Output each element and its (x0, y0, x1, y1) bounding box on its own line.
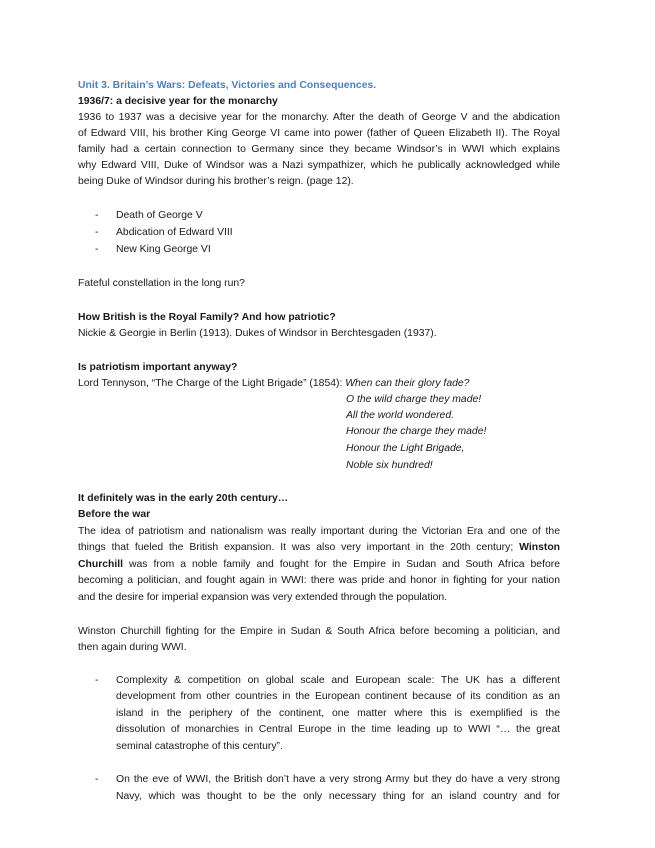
list-item-line: dissolution of monarchies in Central Europe in the time leading up to WWI “… the great (116, 724, 560, 735)
list-item-line: island in the periphery of the continent, one matter where this is exemplified is the (116, 708, 560, 719)
paragraph-line: Nickie & Georgie in Berlin (1913). Dukes of Windsor in Berchtesgaden (1937). (78, 328, 437, 339)
list-item-line: seminal catastrophe of this century”. (116, 741, 283, 752)
list-item-line: On the eve of WWI, the British don’t have a very strong Army but they do have a very strong (116, 774, 560, 785)
poem-line: Honour the charge they made! (346, 426, 487, 437)
poem-line: Noble six hundred! (346, 460, 433, 471)
paragraph-line (78, 557, 560, 573)
paragraph-line: becoming a politician, and fought again in WWI: there was pride and honor in fighting for your nation (78, 575, 560, 586)
paragraph-line: of Edward VIII, his brother King George VI came into power (father of Queen Elizabeth II). The Royal (78, 128, 560, 139)
paragraph-line: Winston Churchill fighting for the Empire in Sudan & South Africa before becoming a politician, and (78, 626, 560, 637)
paragraph-line: being Duke of Windsor during his brother’s reign. (page 12). (78, 176, 354, 187)
section-heading-royal-family: How British is the Royal Family? And how patriotic? (78, 312, 336, 323)
paragraph-line (78, 540, 560, 556)
paragraph-text: things that fueled the British expansion. It was also very important in the 20th century; (78, 542, 514, 553)
paragraph-line: and the desire for imperial expansion was very extended through the population. (78, 592, 448, 603)
paragraph-line: why Edward VIII, Duke of Windsor was a Nazi sympathizer, which he publically acknowledged while (78, 160, 560, 171)
paragraph-line: The idea of patriotism and nationalism was really important during the Victorian Era and one of the (78, 526, 560, 537)
bold-name: Winston (519, 542, 561, 553)
paragraph-line: then again during WWI. (78, 642, 187, 653)
list-item-line: development from other countries in the European continent because of its condition as an (116, 691, 560, 702)
poem-attribution-line (78, 376, 469, 392)
paragraph-line: family had a certain connection to Germany since they became Windsor’s in WWI which explains (78, 144, 560, 155)
subheading-before-war: Before the war (78, 509, 151, 520)
list-item-line: Complexity & competition on global scale and European scale: The UK has a different (116, 675, 560, 686)
unit-title: Unit 3. Britain’s Wars: Defeats, Victories and Consequences. (78, 80, 377, 91)
poem-line: When can their glory fade? (345, 378, 470, 389)
paragraph-line: 1936 to 1937 was a decisive year for the monarchy. After the death of George V and the abdication (78, 112, 560, 123)
bullet-marker: - (95, 675, 99, 686)
section-heading-patriotism: Is patriotism important anyway? (78, 362, 238, 373)
paragraph-text: was from a noble family and fought for the Empire in Sudan and South Africa before (129, 559, 560, 570)
section-heading-monarchy: 1936/7: a decisive year for the monarchy (78, 96, 278, 107)
list-item: Abdication of Edward VIII (116, 227, 233, 238)
bold-name: Churchill (78, 559, 124, 570)
section-heading-early-20th: It definitely was in the early 20th century… (78, 493, 289, 504)
question-text: Fateful constellation in the long run? (78, 278, 245, 289)
bullet-marker: - (95, 210, 99, 221)
list-item-line: Navy, which was thought to be the only necessary thing for an island country and for (116, 791, 560, 802)
bullet-marker: - (95, 774, 99, 785)
poem-line: All the world wondered. (346, 410, 455, 421)
poem-line: O the wild charge they made! (346, 394, 482, 405)
poem-line: Honour the Light Brigade, (346, 443, 465, 454)
list-item: Death of George V (116, 210, 203, 221)
bullet-marker: - (95, 244, 99, 255)
list-item: New King George VI (116, 244, 211, 255)
bullet-marker: - (95, 227, 99, 238)
poem-attribution: Lord Tennyson, “The Charge of the Light Brigade” (1854): (78, 378, 343, 389)
